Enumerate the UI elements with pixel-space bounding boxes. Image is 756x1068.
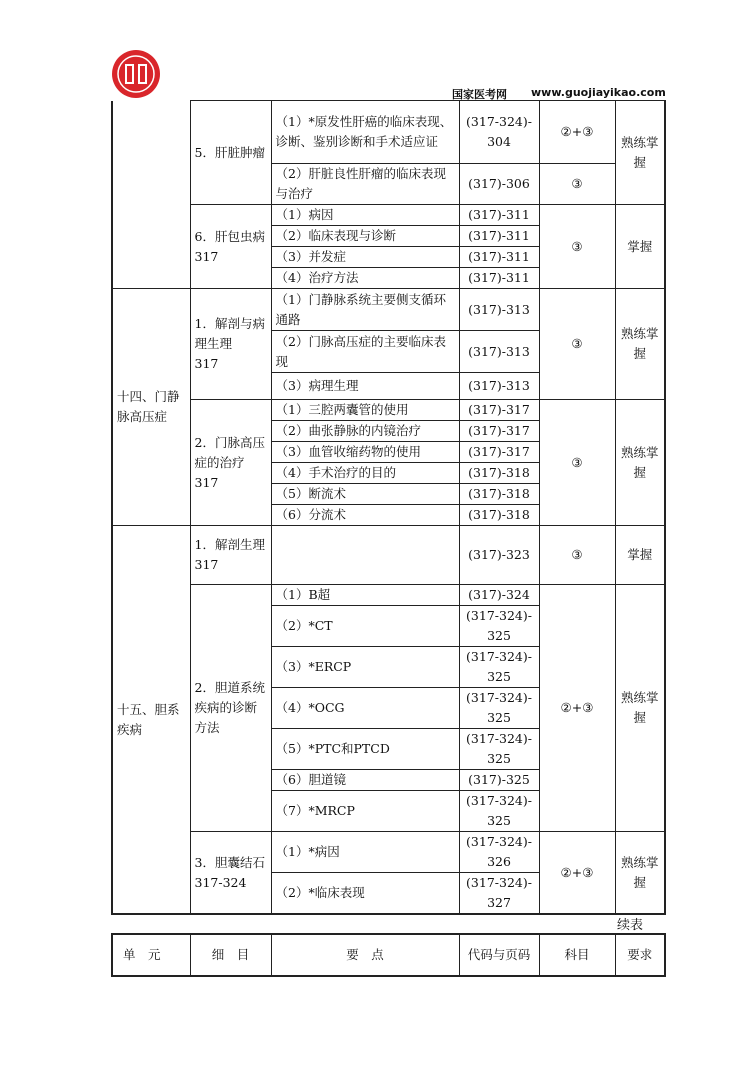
- item-title: 1．解剖生理: [194, 537, 265, 552]
- point: （5）*PTC和PTCD: [271, 729, 459, 770]
- point: （2）肝脏良性肝瘤的临床表现与治疗: [271, 164, 459, 205]
- point: （2）门脉高压症的主要临床表现: [271, 331, 459, 373]
- code: (317)-318: [459, 505, 539, 526]
- code: (317)-311: [459, 226, 539, 247]
- point: （4）治疗方法: [271, 268, 459, 289]
- col-requirement: 要求: [615, 934, 665, 976]
- col-item: 细 目: [190, 934, 271, 976]
- requirement: 熟练掌握: [615, 832, 665, 915]
- subject: ②+③: [539, 585, 615, 832]
- code: (317)-311: [459, 247, 539, 268]
- item-code: 317: [194, 356, 219, 371]
- header-row-table: [111, 933, 666, 977]
- requirement: 掌握: [615, 205, 665, 289]
- requirement: 熟练掌握: [615, 400, 665, 526]
- point: （3）*ERCP: [271, 647, 459, 688]
- point: （1）门静脉系统主要侧支循环通路: [271, 289, 459, 331]
- code: (317)-313: [459, 373, 539, 400]
- point: （4）手术治疗的目的: [271, 463, 459, 484]
- item-code: 317-324: [194, 874, 247, 890]
- item-gallstone: [190, 832, 271, 915]
- item-title: 6．肝包虫病: [194, 228, 265, 244]
- point: （3）病理生理: [271, 373, 459, 400]
- subject: ②+③: [539, 101, 615, 164]
- requirement: 掌握: [615, 526, 665, 585]
- item-portal-anatomy: [190, 289, 271, 400]
- code: (317)-306: [459, 164, 539, 205]
- col-subject: 科目: [539, 934, 615, 976]
- code: (317)-318: [459, 484, 539, 505]
- requirement: 熟练掌握: [615, 289, 665, 400]
- requirement: 熟练掌握: [615, 101, 665, 205]
- syllabus-table: [111, 100, 666, 915]
- point-empty: [271, 526, 459, 585]
- code: (317)-318: [459, 463, 539, 484]
- code: (317)-311: [459, 205, 539, 226]
- code: (317)-317: [459, 400, 539, 421]
- logo-icon: [110, 48, 162, 100]
- code: (317-324)-304: [459, 101, 539, 164]
- unit-biliary-diseases: 十五、胆系疾病: [112, 526, 190, 915]
- subject: ②+③: [539, 832, 615, 915]
- item-hydatid: [190, 205, 271, 289]
- item-title: 3．胆囊结石: [194, 854, 265, 870]
- item-liver-tumor: 5．肝脏肿瘤: [190, 101, 271, 205]
- code: (317)-313: [459, 289, 539, 331]
- point: （2）*CT: [271, 606, 459, 647]
- item-code: 317: [194, 557, 219, 572]
- code: (317-324)-326: [459, 832, 539, 873]
- code: (317)-317: [459, 442, 539, 463]
- code: (317-324)-325: [459, 729, 539, 770]
- point: （6）胆道镜: [271, 770, 459, 791]
- point: （2）临床表现与诊断: [271, 226, 459, 247]
- point: （7）*MRCP: [271, 791, 459, 832]
- code: (317-324)-325: [459, 606, 539, 647]
- point: （3）并发症: [271, 247, 459, 268]
- code: (317)-324: [459, 585, 539, 606]
- item-biliary-anatomy: [190, 526, 271, 585]
- point: （2）曲张静脉的内镜治疗: [271, 421, 459, 442]
- header-url[interactable]: www.guojiayikao.com: [531, 86, 666, 99]
- header-brand: 国家医考网: [452, 88, 507, 101]
- point: （2）*临床表现: [271, 873, 459, 915]
- unit-cell-continued: [112, 101, 190, 289]
- subject: ③: [539, 205, 615, 289]
- subject: ③: [539, 289, 615, 400]
- code: (317)-323: [459, 526, 539, 585]
- continued-label: 续表: [617, 918, 644, 933]
- code: (317)-317: [459, 421, 539, 442]
- col-points: 要 点: [271, 934, 459, 976]
- code: (317-324)-327: [459, 873, 539, 915]
- point: （1）病因: [271, 205, 459, 226]
- code: (317)-313: [459, 331, 539, 373]
- unit-portal-hypertension: 十四、门静脉高压症: [112, 289, 190, 526]
- subject: ③: [539, 400, 615, 526]
- point: （6）分流术: [271, 505, 459, 526]
- code: (317)-325: [459, 770, 539, 791]
- point: （3）血管收缩药物的使用: [271, 442, 459, 463]
- point: （1）*原发性肝癌的临床表现、诊断、鉴别诊断和手术适应证: [271, 101, 459, 164]
- requirement: 熟练掌握: [615, 585, 665, 832]
- col-unit: 单 元: [112, 934, 190, 976]
- point: （1）B超: [271, 585, 459, 606]
- item-title: 2．门脉高压症的治疗: [194, 434, 265, 470]
- item-code: 317: [194, 248, 219, 264]
- item-biliary-diagnosis: 2．胆道系统疾病的诊断方法: [190, 585, 271, 832]
- code: (317-324)-325: [459, 647, 539, 688]
- point: （1）三腔两囊管的使用: [271, 400, 459, 421]
- code: (317)-311: [459, 268, 539, 289]
- item-code: 317: [194, 474, 219, 490]
- point: （1）*病因: [271, 832, 459, 873]
- code: (317-324)-325: [459, 688, 539, 729]
- point: （4）*OCG: [271, 688, 459, 729]
- col-code: 代码与页码: [459, 934, 539, 976]
- code: (317-324)-325: [459, 791, 539, 832]
- subject: ③: [539, 164, 615, 205]
- item-title: 1．解剖与病理生理: [194, 316, 265, 351]
- item-portal-treatment: [190, 400, 271, 526]
- point: （5）断流术: [271, 484, 459, 505]
- subject: ③: [539, 526, 615, 585]
